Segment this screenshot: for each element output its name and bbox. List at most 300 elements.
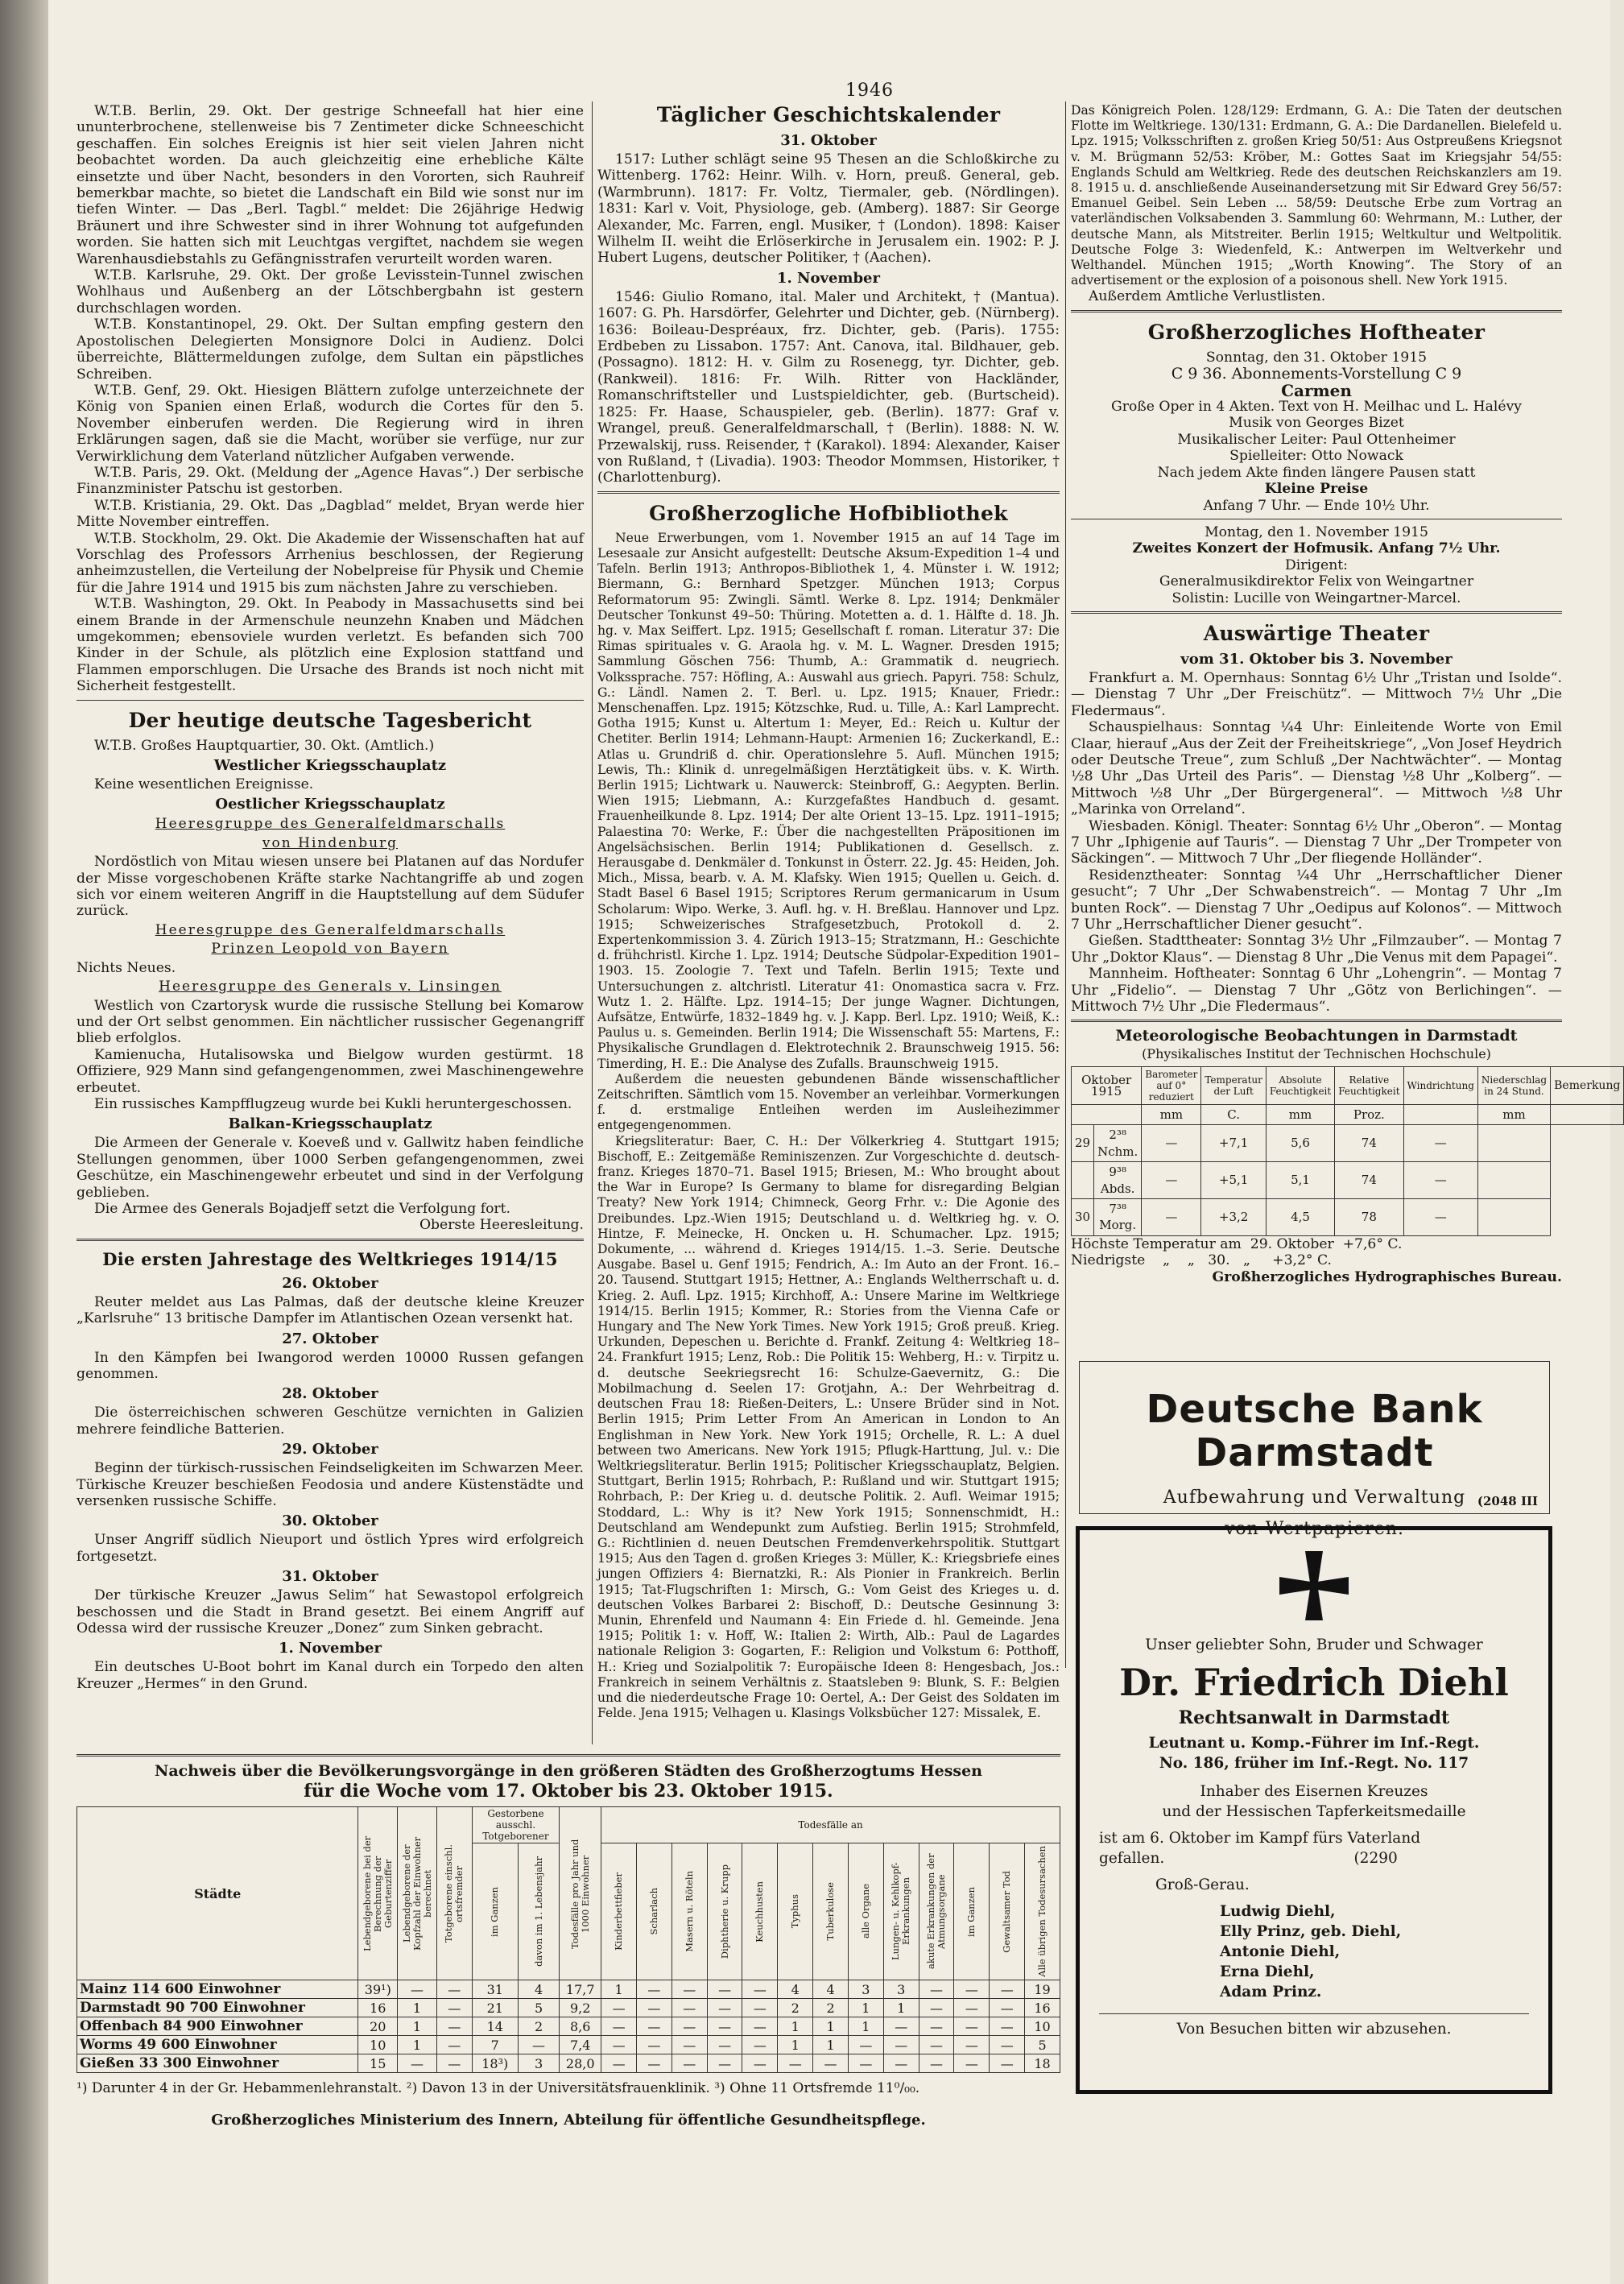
anniversary-date: 30. Oktober (282, 1512, 378, 1530)
stats-city: Mainz 114 600 Einwohner (77, 1980, 358, 1999)
external-theater-entry: Mannheim. Hoftheater: Sonntag 6 Uhr „Lohengrin“. — Montag 7 Uhr „Fidelio“. — Dienstag 7 Uhr „Götz von Berlichingen“. — Mittwoch 7½ Uhr „Die Fledermaus“. (1071, 966, 1562, 1016)
stats-cell: — (919, 2036, 954, 2054)
weather-unit: mm (1266, 1104, 1334, 1124)
east-title: Oestlicher Kriegsschauplatz (215, 796, 445, 813)
stats-header (436, 1807, 472, 1980)
divider (76, 1754, 1060, 1756)
stats-title: für die Woche vom 17. Oktober bis 23. Oktober 1915. (304, 1781, 833, 1802)
weather-cell: +3,2 (1201, 1198, 1267, 1235)
column-rule (1065, 101, 1066, 1668)
weather-header: Barometer auf 0° reduziert (1142, 1066, 1201, 1104)
external-theater-entry: Wiesbaden. Königl. Theater: Sonntag 6½ Uhr „Oberon“. — Montag 7 Uhr „Iphigenie auf Tauris“. — Dienstag 7 Uhr „Der Trompeter von Säckingen“. — Mittwoch 7 Uhr „Der fliegende Holländer“. (1071, 817, 1562, 867)
weather-cell (1477, 1162, 1550, 1199)
library-title: Großherzogliche Hofbibliothek (649, 501, 1008, 525)
theater-line: Solistin: Lucille von Weingartner-Marcel. (1172, 590, 1461, 606)
anniversary-text: Unser Angriff südlich Nieuport und östlich Ypres wird erfolgreich fortgesetzt. (76, 1532, 584, 1565)
stats-cell: 1 (883, 1999, 919, 2017)
external-theater-entry: Schauspielhaus: Sonntag ¼4 Uhr: Einleitende Worte von Emil Claar, hierauf „Aus der Zeit der Freiheitskriege“, „Von Josef Heydrich oder Deutsche Treue“, zum Schluß „Der Nachtwächter“. — Montag ½8 Uhr „Das Urteil des Paris“. — Dienstag ½8 Uhr „Kolberg“. — Mittwoch ½8 Uhr „Der Bürgergeneral“. — Mittwoch ½8 Uhr „Marinka von Orreland“. (1071, 719, 1562, 818)
obit-family-name: Antonie Diehl, (1220, 1943, 1341, 1960)
anniversary-text: Ein deutsches U-Boot bohrt im Kanal durch ein Torpedo den alten Kreuzer „Hermes“ in den Grund. (76, 1659, 584, 1692)
library-text: Außerdem die neuesten gebundenen Bände wissenschaftlicher Zeitschriften. Sämtlich vom 15. November an verleihbar. Vormerkungen f. d. erstmalige Entleihen werden im Ausleihezimmer entgegengenommen. (597, 1071, 1060, 1133)
stats-cell: 1 (848, 2017, 883, 2036)
bank-line: von Wertpapieren. (1224, 1519, 1405, 1539)
stats-cell: 5 (518, 1999, 559, 2017)
stats-cell: — (436, 1999, 472, 2017)
weather-sign: Großherzogliches Hydrographisches Bureau. (1212, 1268, 1562, 1285)
weather-header: Oktober 1915 (1072, 1066, 1142, 1104)
anniversary-date: 31. Oktober (282, 1568, 378, 1586)
stats-cell: — (637, 1980, 672, 1999)
weather-header: Temperatur der Luft (1201, 1066, 1267, 1104)
stats-city: Worms 49 600 Einwohner (77, 2036, 358, 2054)
stats-cell: — (954, 2054, 990, 2073)
stats-cell: 18 (1025, 2054, 1060, 2073)
stats-cell: — (883, 2017, 919, 2036)
west-title: Westlicher Kriegsschauplatz (213, 757, 447, 775)
weather-header-row (1072, 1066, 1624, 1104)
stats-cell: — (919, 2054, 954, 2073)
theater-line: Spielleiter: Otto Nowack (1229, 448, 1403, 465)
theater-line: Zweites Konzert der Hofmusik. Anfang 7½ Uhr. (1132, 540, 1501, 557)
stats-city-header: Städte (77, 1807, 358, 1980)
news-paragraph: W.T.B. Konstantinopel, 29. Okt. Der Sultan empfing gestern den Apostolischen Delegierten Monsignore Dolci in Audienz. Dolci überreichte, Blättermeldungen zufolge, dem Sultan ein päpstliches Schreiben. (76, 317, 584, 383)
stats-header (472, 1843, 518, 1980)
stats-header (990, 1843, 1025, 1980)
stats-header-label: Typhus (789, 1894, 801, 1929)
column-3 (1071, 103, 1621, 1351)
stats-cell: — (883, 2036, 919, 2054)
weather-subtitle: (Physikalisches Institut der Technischen Hochschule) (1142, 1046, 1491, 1062)
calendar-date: 1. November (777, 269, 880, 287)
stats-header-label: Alle übrigen Todesursachen (1036, 1846, 1048, 1977)
news-paragraph: W.T.B. Paris, 29. Okt. (Meldung der „Agence Havas“.) Der serbische Finanzminister Patschu ist gestorben. (76, 464, 584, 498)
stats-cell: — (518, 2036, 559, 2054)
stats-header-label: davon im 1. Lebensjahr (532, 1856, 544, 1967)
stats-cell: 10 (358, 2036, 398, 2054)
anniversary-entry (76, 1330, 584, 1383)
stats-cell: 2 (518, 2017, 559, 2036)
stats-cell: 4 (813, 1980, 849, 1999)
stats-cell: — (637, 2036, 672, 2054)
stats-cell: — (778, 2054, 813, 2073)
anniversary-entry (76, 1441, 584, 1509)
stats-cell: 39¹) (358, 1980, 398, 1999)
obit-family-name: Elly Prinz, geb. Diehl, (1220, 1923, 1402, 1940)
stats-header-label: Masern u. Röteln (683, 1871, 695, 1952)
stats-cell: 1 (778, 2017, 813, 2036)
weather-row (1072, 1125, 1624, 1162)
balkan-text: Die Armee des Generals Bojadjeff setzt die Verfolgung fort. (94, 1200, 511, 1217)
stats-cell: 7,4 (560, 2036, 601, 2054)
anniversary-entry (76, 1512, 584, 1565)
news-paragraph: W.T.B. Karlsruhe, 29. Okt. Der große Levisstein-Tunnel zwischen Wohlhaus und Außenberg an der Lötschbergbahn ist gestern durchschlagen worden. (76, 267, 584, 317)
stats-cell: 1 (398, 2017, 437, 2036)
anniversary-title: Die ersten Jahrestage des Weltkrieges 1914/15 (102, 1248, 558, 1269)
stats-cell: 10 (1025, 2017, 1060, 2036)
stats-cell: — (954, 1980, 990, 1999)
stats-cell: — (672, 1980, 707, 1999)
weather-cell: 4,5 (1266, 1198, 1334, 1235)
theater-line: Musikalischer Leiter: Paul Ottenheimer (1177, 431, 1456, 448)
anniversary-text: Die österreichischen schweren Geschütze vernichten in Galizien mehrere feindliche Batterien. (76, 1405, 584, 1438)
stats-header-label: Tuberkulose (824, 1882, 837, 1941)
stats-row (77, 2017, 1060, 2036)
stats-cell: — (954, 2036, 990, 2054)
ad-reference: (2048 III (1477, 1494, 1538, 1508)
anniversary-entry (76, 1385, 584, 1438)
binding-gutter (0, 0, 48, 2284)
stats-city: Darmstadt 90 700 Einwohner (77, 1999, 358, 2017)
anniversary-entry (76, 1640, 584, 1692)
stats-cell: — (990, 2054, 1025, 2073)
stats-header (601, 1843, 637, 1980)
stats-title: Nachweis über die Bevölkerungsvorgänge in den größeren Städten des Großherzogtums Hessen (154, 1762, 982, 1780)
report-title: Der heutige deutsche Tagesbericht (128, 708, 532, 732)
stats-cell: — (707, 2036, 742, 2054)
weather-max: Höchste Temperatur am 29. Oktober +7,6° C. (1071, 1235, 1403, 1252)
news-paragraph: W.T.B. Genf, 29. Okt. Hiesigen Blättern zufolge unterzeichnete der König von Spanien einen Erlaß, wodurch die Cortes für den 5. November einberufen werden. Die Regierung wird in ihren Erklärungen sagen, daß sie die Macht, worüber sie verfüge, nur zur Verwirklichung dem Vaterland nützlicher Aufgaben verwende. (76, 382, 584, 465)
weather-header: Niederschlag in 24 Stund. (1477, 1066, 1550, 1104)
divider (1071, 1020, 1562, 1022)
stats-group-row (77, 1807, 1060, 1843)
stats-cell: — (848, 2036, 883, 2054)
stats-header-label: im Ganzen (965, 1886, 977, 1937)
weather-row (1072, 1198, 1624, 1235)
calendar-text: 1517: Luther schlägt seine 95 Thesen an die Schloßkirche zu Wittenberg. 1762: Heinr. Wilh. v. Horn, preuß. General, geb. (Warmbrunn). 1817: Fr. Voltz, Tiermaler, geb. (Nördlingen). 1831: Karl v. Voit, Physiologe, geb. (Amberg). 1887: Sir George Alexander, Mc. Farren, engl. Musiker, † (London). 1898: Kaiser Wilhelm II. weiht die Erlöserkirche in Jerusalem ein. 1902: P. J. Hubert Lugens, deutscher Politiker, † (Aachen). (597, 151, 1060, 267)
stats-cell: — (601, 1999, 637, 2017)
stats-ministry: Großherzogliches Ministerium des Innern, Abteilung für öffentliche Gesundheitspflege. (211, 2112, 926, 2129)
weather-cell: 7³⁸ Morg. (1094, 1198, 1142, 1235)
stats-cell: — (707, 2054, 742, 2073)
bank-advertisement (1079, 1361, 1550, 1539)
stats-header-label: Gewaltsamer Tod (1001, 1870, 1013, 1953)
obit-line: Leutnant u. Komp.-Führer im Inf.-Regt. (1148, 1735, 1480, 1752)
army-group-title: Heeresgruppe des Generalfeldmarschalls (155, 921, 506, 938)
stats-cell: 1 (813, 2036, 849, 2054)
weather-unit: mm (1477, 1104, 1550, 1124)
court-theater-box (1071, 321, 1562, 606)
army-group-text: Nichts Neues. (76, 959, 176, 976)
army-group-text: Westlich von Czartorysk wurde die russische Stellung bei Komarow und der Ort selbst genommen. Ein nächtlicher russischer Gegenangriff blieb erfolglos. (76, 997, 584, 1047)
obit-line: und der Hessischen Tapferkeitsmedaille (1162, 1803, 1466, 1820)
weather-unit: mm (1142, 1104, 1201, 1124)
stats-cell: — (637, 2054, 672, 2073)
weather-cell: 74 (1335, 1125, 1403, 1162)
external-theater-sub: vom 31. Oktober bis 3. November (1180, 650, 1453, 668)
news-paragraph: W.T.B. Kristiania, 29. Okt. Das „Dagblad“ meldet, Bryan werde hier Mitte November eintreffen. (76, 497, 584, 531)
stats-cell: — (883, 2054, 919, 2073)
stats-cell: — (436, 2036, 472, 2054)
stats-header-label: Todesfälle pro Jahr und 1000 Einwohner (568, 1838, 591, 1949)
weather-min: Niedrigste „ „ 30. „ +3,2° C. (1071, 1252, 1332, 1269)
stats-cell: — (707, 2017, 742, 2036)
stats-cell: 1 (398, 1999, 437, 2017)
weather-unit: Proz. (1335, 1104, 1403, 1124)
anniversary-date: 26. Oktober (282, 1274, 378, 1292)
stats-cell: — (919, 1980, 954, 1999)
stats-cell: — (637, 2017, 672, 2036)
balkan-text: Die Armeen der Generale v. Koeveß und v. Gallwitz haben feindliche Stellungen genommen, über 1000 Serben gefangengenommen, zwei Geschütze, ein Maschinengewehr erbeutet und sind in der Verfolgung geblieben. (76, 1135, 584, 1201)
stats-header-label: akute Erkrankungen der Atmungsorgane (925, 1853, 948, 1970)
anniversary-text: Reuter meldet aus Las Palmas, daß der deutsche kleine Kreuzer „Karlsruhe“ 13 britische Dampfer im Atlantischen Ozean versenkt hat. (76, 1293, 584, 1327)
stats-cell: 2 (813, 1999, 849, 2017)
stats-header-label: Lebendgeborene der Kopfzahl der Einwohner berechnet (400, 1836, 433, 1951)
stats-cell: 19 (1025, 1980, 1060, 1999)
stats-cell: — (919, 1999, 954, 2017)
population-statistics (76, 1754, 1060, 2205)
anniversary-text: Beginn der türkisch-russischen Feindseligkeiten im Schwarzen Meer. Türkische Kreuzer beschießen Feodosia und andere Küstenstädte und versenken russische Schiffe. (76, 1460, 584, 1510)
weather-cell: 29 (1072, 1125, 1094, 1162)
stats-header (778, 1843, 813, 1980)
obit-line: Rechtsanwalt in Darmstadt (1178, 1707, 1450, 1728)
stats-cell: 8,6 (560, 2017, 601, 2036)
stats-cell: — (954, 2017, 990, 2036)
stats-row (77, 2036, 1060, 2054)
column-rule (592, 101, 593, 1744)
report-intro: W.T.B. Großes Hauptquartier, 30. Okt. (Amtlich.) (94, 737, 435, 754)
stats-cell: 1 (601, 1980, 637, 1999)
stats-cell: — (436, 1980, 472, 1999)
obit-footer: Von Besuchen bitten wir abzusehen. (1099, 2013, 1529, 2039)
weather-cell: 2³⁸ Nchm. (1094, 1125, 1142, 1162)
stats-cell: 4 (778, 1980, 813, 1999)
stats-city: Gießen 33 300 Einwohner (77, 2054, 358, 2073)
theater-line: Große Oper in 4 Akten. Text von H. Meilhac und L. Halévy (1111, 399, 1522, 416)
stats-header (672, 1843, 707, 1980)
theater-line: Musik von Georges Bizet (1229, 415, 1404, 432)
stats-cell: — (742, 1980, 778, 1999)
stats-cell: — (742, 1999, 778, 2017)
theater-line: Nach jedem Akte finden längere Pausen statt (1157, 464, 1476, 481)
stats-cell: — (919, 2017, 954, 2036)
stats-cell: — (742, 2054, 778, 2073)
stats-cell: — (742, 2036, 778, 2054)
weather-unit (1551, 1104, 1624, 1124)
external-theater-entry: Residenztheater: Sonntag ¼4 Uhr „Herrschaftlicher Diener gesucht“; 7 Uhr „Der Schwabenstreich“. — Montag 7 Uhr „Im bunten Rock“. — Dienstag 7 Uhr „Oedipus auf Kolonos“. — Mittwoch 7 Uhr „Herrschaftlicher Diener gesucht“. (1071, 867, 1562, 933)
news-paragraph: W.T.B. Washington, 29. Okt. In Peabody in Massachusetts sind bei einem Brande in der Armenschule neunzehn Knaben und Mädchen umgekommen; ebensoviele wurden verletzt. Es befanden sich 700 Kinder in der Schule, als plötzlich eine Explosion stattfand und Flammen emporschlugen. Die Ursache des Brands ist noch nicht mit Sicherheit festgestellt. (76, 596, 584, 695)
stats-cell: 28,0 (560, 2054, 601, 2073)
weather-row (1072, 1162, 1624, 1199)
stats-cell: 21 (472, 1999, 518, 2017)
stats-header (358, 1807, 398, 1980)
weather-cell: 74 (1335, 1162, 1403, 1199)
weather-header: Absolute Feuchtigkeit (1266, 1066, 1334, 1104)
column-2 (597, 103, 1060, 1742)
stats-cell: — (672, 2054, 707, 2073)
stats-cell: — (707, 1980, 742, 1999)
stats-row (77, 1999, 1060, 2017)
calendar-date: 31. Oktober (780, 132, 877, 149)
stats-cell: — (990, 2017, 1025, 2036)
weather-cell: +5,1 (1201, 1162, 1267, 1199)
stats-header (954, 1843, 990, 1980)
library-text-cont: Außerdem Amtliche Verlustlisten. (1089, 288, 1326, 305)
army-group-name: Prinzen Leopold von Bayern (211, 941, 449, 958)
stats-header (813, 1843, 849, 1980)
stats-cell: — (601, 2054, 637, 2073)
stats-table (76, 1806, 1060, 2073)
stats-cell: 2 (778, 1999, 813, 2017)
weather-unit-row (1072, 1104, 1624, 1124)
stats-cell: — (707, 1999, 742, 2017)
stats-header-label: Lungen- u. Kehlkopf-Erkrankungen (890, 1862, 912, 1961)
obit-line: ist am 6. Oktober im Kampf fürs Vaterland (1099, 1830, 1421, 1847)
stats-header (398, 1807, 437, 1980)
weather-title: Meteorologische Beobachtungen in Darmstadt (1115, 1027, 1518, 1045)
stats-cell: 17,7 (560, 1980, 601, 1999)
weather-cell (1477, 1125, 1550, 1162)
stats-header (1025, 1843, 1060, 1980)
stats-header-label: im Ganzen (489, 1886, 501, 1937)
weather-cell: — (1142, 1162, 1201, 1199)
theater-line: Sonntag, den 31. Oktober 1915 (1205, 349, 1428, 366)
weather-cell: — (1403, 1125, 1477, 1162)
stats-cell: — (672, 1999, 707, 2017)
library-text-cont: Das Königreich Polen. 128/129: Erdmann, G. A.: Die Taten der deutschen Flotte im Weltkriege. 130/131: Erdmann, G. A.: Die Dardanellen. Bielefeld u. Lpz. 1915; Volksschriften z. großen Krieg 50/51: Aus Ostpreußens Kriegsnot v. M. Brügmann 52/53: Kröber, M.: Gottes Saat im Kriegsjahr 54/55: Englands Schuld am Weltkrieg. Rede des deutschen Reichskanzlers am 19. 8. 1915 u. d. anschließende Auseinandersetzung mit Sir Edward Grey 56/57: Emanuel Geibel. Sein Leben ... 58/59: Deutsche Erbe zum Vortrag an vaterländischen Volksabenden 3. Sammlung 60: Wehrmann, M.: Luther, der deutsche Mann, als Mitstreiter. Berlin 1915; Weltkultur und Weltpolitik. Deutsche Folge 3: Wiedenfeld, K.: Antwerpen im Weltverkehr und Welthandel. München 1915; „Worth Knowing“. The Story of an advertisement or the explosion of a poisonous shell. New York 1915. (1071, 103, 1562, 288)
stats-cell: — (398, 1980, 437, 1999)
stats-city: Offenbach 84 900 Einwohner (77, 2017, 358, 2036)
bank-name: Deutsche Bank Darmstadt (1146, 1387, 1483, 1475)
stats-cell: 4 (518, 1980, 559, 1999)
weather-header: Windrichtung (1403, 1066, 1477, 1104)
weather-cell: — (1403, 1162, 1477, 1199)
stats-header-label: Kinderbettfieber (613, 1872, 625, 1951)
external-theater-entry: Gießen. Stadttheater: Sonntag 3½ Uhr „Filmzauber“. — Montag 7 Uhr „Doktor Klaus“. — Dienstag 8 Uhr „Die Venus mit dem Papagei“. (1071, 933, 1562, 966)
anniversary-entry (76, 1568, 584, 1636)
obit-line: Inhaber des Eisernen Kreuzes (1200, 1783, 1428, 1800)
stats-cell: 7 (472, 2036, 518, 2054)
obit-family-name: Ludwig Diehl, (1220, 1903, 1336, 1920)
stats-group-header: Gestorbene ausschl. Totgeborener (472, 1807, 560, 1843)
calendar-title: Täglicher Geschichtskalender (656, 103, 1001, 126)
stats-header-label: alle Organe (859, 1884, 871, 1939)
theater-line: Dirigent: (1285, 557, 1348, 573)
stats-cell: 3 (883, 1980, 919, 1999)
anniversary-date: 1. November (279, 1640, 382, 1657)
stats-header-label: Lebendgeborene bei der Berechnung der Geburtenziffer (361, 1835, 394, 1951)
stats-cell: 16 (1025, 1999, 1060, 2017)
theater-opera: Carmen (1281, 380, 1352, 400)
weather-header: Relative Feuchtigkeit (1335, 1066, 1403, 1104)
weather-cell: 78 (1335, 1198, 1403, 1235)
stats-header-label: Keuchhusten (754, 1881, 766, 1943)
stats-cell: — (436, 2017, 472, 2036)
stats-cell: — (990, 1980, 1025, 1999)
anniversary-date: 29. Oktober (282, 1441, 378, 1459)
divider (1071, 310, 1562, 312)
weather-cell: — (1142, 1198, 1201, 1235)
stats-footnote: ¹) Darunter 4 in der Gr. Hebammenlehranstalt. ²) Davon 13 in der Universitätsfrauenklinik. ³) Ohne 11 Ortsfremde 11⁰/₀₀. (76, 2080, 920, 2096)
anniversary-text: In den Kämpfen bei Iwangorod werden 10000 Russen gefangen genommen. (76, 1349, 584, 1382)
stats-cell: — (990, 1999, 1025, 2017)
page-number: 1946 (845, 81, 894, 101)
stats-header (919, 1843, 954, 1980)
divider (1071, 611, 1562, 614)
stats-header (742, 1843, 778, 1980)
stats-cell: — (672, 2036, 707, 2054)
bank-line: Aufbewahrung und Verwaltung (1163, 1487, 1466, 1508)
stats-header-label: Diphtherie u. Krupp (718, 1864, 730, 1959)
stats-cell: 31 (472, 1980, 518, 1999)
library-text: Neue Erwerbungen, vom 1. November 1915 an auf 14 Tage im Lesesaale zur Ansicht aufgestellt: Deutsche Aksum-Expedition 1–4 und Tafeln. Berlin 1913; Anthropos-Bibliothek 1, 4. Münster i. W. 1912; Biermann, G.: Bernhard Spetzger. München 1913; Corpus Reformatorum 95: Zwingli. Sämtl. Werke 8. Lpz. 1914; Denkmäler Deutscher Tonkunst 49–50: Thüring. Motetten a. d. 1. Hälfte d. 18. Jh. hg. v. Max Seiffert. Lpz. 1915; Gesellschaft f. roman. Literatur 37: Die Rimas spirituales v. G. Araola hg. v. M. L. Wagner. Dresden 1915; Sammlung Göschen 756: Thumb, A.: Grammatik d. neugriech. Volkssprache. 757: Höfling, A.: Auswahl aus griech. Papyri. 758: Schulz, G.: Ländl. Namen 2. T. Berl. u. Lpz. 1915; Knauer, Friedr.: Menschenaffen. Lpz. 1915; Kötzschke, Rud. u. Tille, A.: Karl Lamprecht. Gotha 1915; Kunst u. Altertum 1: Meyer, Ed.: Reich u. Kultur der Chetiter. Berlin 1914; Lehmann-Haupt: Armenien 16; Zuckerkandl, E.: Atlas u. Grundriß d. chir. Operationslehre 5. Aufl. München 1915; Lewis, Th.: Klinik d. unregelmäßigen Herztätigkeit übs. v. K. Wirth. Berlin 1915; Lichtwark u. Nauwerck: Steinbroff, G.: Aegypten. Berlin. Wien 1915; Liebmann, A.: Kurzgefaßtes Handbuch d. gesamt. Frauenheilkunde 8. Lpz. 1914; Der alte Orient 13–15. Lpz. 1911–1915; Palaestina 70: Werke, F.: Über die nachgestellten Präpositionen im Angelsächsischen. Berlin 1914; Publikationen d. Gesellsch. z. Herausgabe d. Denkmäler d. Tonkunst in Österr. 22. Jg. 45: Heiden, Joh. Mich., Missa, bearb. v. A. M. Klafsky. Wien 1915; Quellen u. Geich. d. Stadt Basel 6 Basel 1915; Scriptores Rerum germanicarum in Usum Scholarum: Wipo. Werke, 3. Aufl. hg. v. H. Breßlau. Hannover und Lpz. 1915; Schweizerisches Strafgesetzbuch, Protokoll d. 2. Expertenkommission 3. 4. Zürich 1913–15; Stratzmann, H.: Geschichte d. frühchristl. Kirche 1. Lpz. 1914; Deutsche Südpolar-Expedition 1901–1903. 15. Zoologie 7. Text und Tafeln. Berlin 1915; Texte und Untersuchungen z. altchristl. Literatur 41: Onomastica sacra v. Frz. Wutz 1. 2. Hälfte. Lpz. 1914–15; Der junge Wagner. Dichtungen, Aufsätze, Entwürfe, 1832–1849 hg. v. J. Kapp. Berl. Lpz. 1910; Weiß, K.: Paulus u. s. Gemeinden. Berlin 1914; Die Wissenschaft 55: Martens, F.: Physikalische Grundlagen d. Elektrotechnik 2. Braunschweig 1915. 56: Timerding, H. E.: Die Analyse des Zufalls. Braunschweig 1915. (597, 530, 1060, 1071)
stats-header (883, 1843, 919, 1980)
theater-line: Anfang 7 Uhr. — Ende 10½ Uhr. (1203, 497, 1430, 514)
news-paragraph: W.T.B. Stockholm, 29. Okt. Die Akademie der Wissenschaften hat auf Vorschlag des Professors Arrhenius beschlossen, der Regierung anheimzustellen, die Verteilung der Nobelpreise für Physik und Chemie für die Jahre 1914 und 1915 bis zum nächsten Jahre zu verschieben. (76, 530, 584, 596)
stats-row (77, 1980, 1060, 1999)
stats-cell: 14 (472, 2017, 518, 2036)
stats-header-label: Scharlach (647, 1888, 659, 1935)
weather-cell: 30 (1072, 1198, 1094, 1235)
stats-cell: — (672, 2017, 707, 2036)
stats-cell: — (637, 1999, 672, 2017)
west-text: Keine wesentlichen Ereignisse. (94, 776, 314, 793)
weather-table (1071, 1066, 1624, 1236)
obit-name: Dr. Friedrich Diehl (1119, 1661, 1509, 1704)
stats-cell: 20 (358, 2017, 398, 2036)
calendar-text: 1546: Giulio Romano, ital. Maler und Architekt, † (Mantua). 1607: G. Ph. Harsdörfer, Gelehrter und Dichter, geb. (Nürnberg). 1636: Boileau-Despréaux, frz. Dichter, geb. (Paris). 1755: Erdbeben zu Lissabon. 1757: Ant. Canova, ital. Bildhauer, geb. (Possagno). 1812: H. v. Gilm zu Rosenegg, tyr. Dichter, geb. (Rankweil). 1816: Fr. Wilh. Ritter von Hackländer, Romanschriftsteller und Lustspieldichter, geb. (Burtscheid). 1825: Fr. Haase, Schauspieler, geb. (Berlin). 1877: Graf v. Wrangel, preuß. Generalfeldmarschall, † (Berlin). 1888: N. W. Przewalskij, russ. Reisender, † (Karakol). 1894: Alexander, Kaiser von Rußland, † (Livadia). 1903: Theodor Mommsen, Historiker, † (Charlottenburg). (597, 288, 1060, 486)
weather-cell: — (1403, 1198, 1477, 1235)
stats-header (637, 1843, 672, 1980)
obit-names (1220, 1901, 1529, 2002)
column-1 (76, 103, 584, 1738)
stats-cell: 1 (778, 2036, 813, 2054)
obit-family-name: Adam Prinz. (1220, 1984, 1322, 2001)
stats-cell: 16 (358, 1999, 398, 2017)
anniversary-text: Der türkische Kreuzer „Jawus Selim“ hat Sewastopol erfolgreich beschossen und die Stadt in Brand gesetzt. Bei einem Angriff auf Odessa wird der russische Kreuzer „Donez“ zum Sinken gebracht. (76, 1587, 584, 1637)
stats-cell: — (990, 2036, 1025, 2054)
stats-cell: — (601, 2036, 637, 2054)
army-group-title: Heeresgruppe des Generals v. Linsingen (159, 979, 502, 995)
stats-cell: 15 (358, 2054, 398, 2073)
iron-cross-icon (1279, 1551, 1349, 1620)
stats-cell: 3 (848, 1980, 883, 1999)
army-group-text: Ein russisches Kampfflugzeug wurde bei Kukli heruntergeschossen. (94, 1095, 572, 1112)
theater-line: Montag, den 1. November 1915 (1205, 523, 1428, 540)
weather-cell: 9³⁸ Abds. (1094, 1162, 1142, 1199)
divider (76, 700, 584, 701)
theater-title: Großherzogliches Hoftheater (1147, 320, 1486, 344)
divider (76, 1239, 584, 1241)
news-paragraph: W.T.B. Berlin, 29. Okt. Der gestrige Schneefall hat hier eine ununterbrochene, stellenweise bis 7 Zentimeter dicke Schneeschicht geschaffen. Ein solches Ereignis ist hier seit vielen Jahren nicht beobachtet worden. Da auch gleichzeitig eine erhebliche Kälte einsetzte und über Nacht, besonders in den Vororten, sich Rauhreif bemerkbar machte, so bietet die Landschaft ein Bild wie sonst nur im tiefen Winter. — Das „Berl. Tagbl.“ meldet: Die 26jährige Hedwig Bräunert und ihre Schwester sind in ihrer Wohnung tot aufgefunden worden. Sie hatten sich mit Leuchtgas vergiftet, nachdem sie wegen Warenhausdiebstahls zu Gefängnisstrafen verurteilt worden waren. (76, 103, 584, 267)
stats-cell: 3 (518, 2054, 559, 2073)
library-text: Kriegsliteratur: Baer, C. H.: Der Völkerkrieg 4. Stuttgart 1915; Bischoff, E.: Zeitgemäße Reminiszenzen. Zur Vorgeschichte d. deutsch-franz. Krieges 1870–71. Basel 1915; Briesen, M.: Who brought about the War in Europe? Is Germany to blame for disregarding Belgian Treaty? New York 1914; Chimneck, Georg Frhr. v.: Die Agonie des Dreibundes. Lpz.-Wien 1915; Deutschland u. d. Weltkrieg hg. v. O. Hintze, F. Meinecke, H. Oncken u. H. Schumacher. Lpz. 1915; Dokumente, ... während d. Krieges 1914/15. 1.–3. Serie. Deutsche Ausgabe. Basel u. Genf 1915; Fendrich, A.: Im Auto an der Front. 16.–20. Tausend. Stuttgart 1915; Hettner, A.: Englands Weltherrschaft u. d. Krieg. 2. Aufl. Lpz. 1915; Kirchhoff, A.: Unsere Marine im Weltkriege 1914/15. Berlin 1915; Kommer, R.: Stories from the Vienna Cafe or Hungary and The New York Times. New York 1915; Groß preuß. Krieg. Urkunden, Depeschen u. Berichte d. Frankf. Zeitung 4: Weltkrieg 18–24. Frankfurt 1915; Lenz, Rob.: Die Politik 15: Wehberg, H.: v. Tirpitz u. d. deutsche Seekriegsrecht 16: Schulze-Gaevernitz, G.: Die Mobilmachung d. Seelen 17: Grotjahn, A.: Der Wehrbeitrag d. deutschen Frau 18: Rießen-Deiters, L.: Unsere Brüder sind in Not. Berlin 1915; Prim Letter From An American in London to An Englishman in New York. New York 1915; Orchelle, R. L.: A duel between two Americans. New York 1915; Pflugk-Harttung, Jul. v.: Die Weltkriegsliteratur. Berlin 1915; Politischer Kriegsschauplatz, Belgien. Stuttgart, Berlin 1915; Rohrbach, P.: Rußland und wir. Stuttgart 1915; Rohrbach, P.: Der Krieg u. d. deutsche Politik. 2. Aufl. Weimar 1915; Stoddard, L.: Why is it? New York 1915; Sonnenschmidt, H.: Deutschland am Wendepunkt zum Aufstieg. Berlin 1915; Strohmfeld, G.: Richtlinien d. neuen Deutschen Fremdenverkehrspolitik. Stuttgart 1915; Aus den Tagen d. großen Krieges 3: Müller, K.: Kriegsbriefe eines jungen Offiziers 4: Biernatzki, R.: Als Pionier in Frankreich. Berlin 1915; Tat-Flugschriften 1: Mirsch, G.: Vom Geist des Krieges u. d. deutschen Volkes Barbarei 2: Bischoff, D.: Deutsche Gesinnung 3: Munin, Ehrenfeld und Naumann 4: Ein Friede d. hl. Gemeinde. Jena 1915; Politik 1: v. Hoff, W.: Italien 2: Wirth, Alb.: Paul de Lagardes nationale Religion 3: Gogarten, F.: Religion und Volkstum 6: Potthoff, H.: Krieg und Sozialpolitik 7: Europäische Ideen 8: Hengesbach, Jos.: Frankreich in seinem Verhältnis z. Staatsleben 9: Blunk, S. F.: Belgien und die niederdeutsche Frage 10: Oertel, A.: Der Geist des Soldaten im Felde. Jena 1915; Velhagen u. Klasings Volksbücher 127: Missalek, E. (597, 1133, 1060, 1721)
weather-unit (1072, 1104, 1142, 1124)
weather-cell: 5,1 (1266, 1162, 1334, 1199)
weather-cell (1072, 1162, 1094, 1199)
anniversary-entry (76, 1275, 584, 1327)
anniversary-date: 27. Oktober (282, 1330, 378, 1347)
army-group-name: von Hindenburg (262, 834, 399, 851)
stats-header (707, 1843, 742, 1980)
weather-unit (1403, 1104, 1477, 1124)
divider (597, 491, 1060, 494)
obit-place: Groß-Gerau. (1155, 1876, 1250, 1893)
stats-cell: 18³) (472, 2054, 518, 2073)
weather-unit: C. (1201, 1104, 1267, 1124)
army-group-text: Kamienucha, Hutalisowska und Bielgow wurden gestürmt. 18 Offiziere, 929 Mann sind gefangengenommen, zwei Maschinengewehre erbeutet. (76, 1046, 584, 1096)
stats-header-label: Totgeborene einschl. ortsfremder (443, 1844, 465, 1943)
stats-cell: 1 (813, 2017, 849, 2036)
external-theater-title: Auswärtige Theater (1203, 621, 1430, 645)
obit-line: Unser geliebter Sohn, Bruder und Schwager (1145, 1636, 1483, 1653)
weather-cell (1477, 1198, 1550, 1235)
stats-header (518, 1843, 559, 1980)
stats-cell: — (954, 1999, 990, 2017)
stats-cell: 1 (398, 2036, 437, 2054)
stats-row (77, 2054, 1060, 2073)
stats-cell: 9,2 (560, 1999, 601, 2017)
stats-cell: — (436, 2054, 472, 2073)
